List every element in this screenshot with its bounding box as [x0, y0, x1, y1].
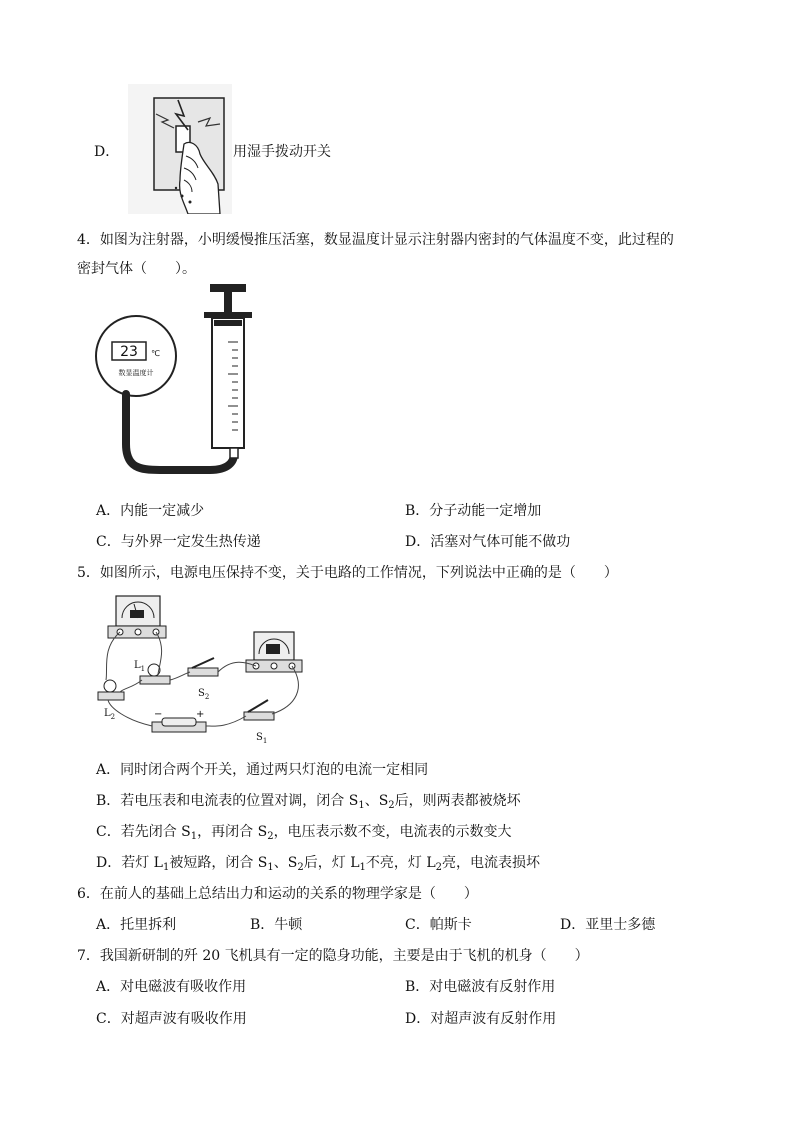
q4-option-b: B．分子动能一定增加: [405, 503, 542, 519]
label-s2: $S_2$: [198, 688, 210, 701]
svg-text:+: +: [196, 709, 205, 720]
q3-option-d-text: 用湿手拨动开关: [233, 144, 331, 160]
q4-stem-line2: 密封气体（ ）。: [77, 261, 196, 277]
q3-option-d-label: D．: [94, 144, 120, 160]
wet-hand-switch-figure: [128, 84, 232, 214]
thermometer-value: 23: [120, 344, 138, 360]
q6-option-d: D．亚里士多德: [560, 917, 656, 933]
q4-option-c: C．与外界一定发生热传递: [96, 534, 261, 550]
q7-option-b: B．对电磁波有反射作用: [405, 979, 556, 995]
q6-option-a: A．托里拆利: [96, 917, 177, 933]
q6-stem: 6．在前人的基础上总结出力和运动的关系的物理学家是（ ）: [77, 886, 478, 902]
syringe-thermometer-figure: [90, 284, 270, 484]
svg-text:−: −: [154, 709, 163, 720]
thermometer-unit: ℃: [151, 349, 160, 358]
circuit-figure: [96, 588, 306, 748]
label-l1: $L_1$: [134, 660, 146, 673]
q4-option-a: A．内能一定减少: [96, 503, 205, 519]
q6-option-b: B．牛顿: [250, 917, 303, 933]
q6-option-c: C．帕斯卡: [405, 917, 472, 933]
q7-option-c: C．对超声波有吸收作用: [96, 1011, 247, 1027]
thermometer-label: 数显温度计: [118, 369, 154, 377]
label-l2: $L_2$: [104, 708, 116, 721]
label-s1: $S_1$: [256, 732, 268, 745]
q7-option-d: D．对超声波有反射作用: [405, 1011, 557, 1027]
q4-stem-line1: 4．如图为注射器，小明缓慢推压活塞，数显温度计显示注射器内密封的气体温度不变，此过程的: [77, 232, 674, 248]
q7-stem: 7．我国新研制的歼 20 飞机具有一定的隐身功能，主要是由于飞机的机身（ ）: [77, 948, 589, 964]
q5-option-a: A．同时闭合两个开关，通过两只灯泡的电流一定相同: [96, 762, 429, 778]
q5-option-d: D．若灯 $L_1$被短路，闭合 $S_1$、$S_2$后，灯 $L_1$不亮，灯 $L_2$亮，电流表损坏: [96, 855, 540, 873]
q7-option-a: A．对电磁波有吸收作用: [96, 979, 247, 995]
q5-option-b: B．若电压表和电流表的位置对调，闭合 $S_1$、$S_2$后，则两表都被烧坏: [96, 793, 521, 811]
q4-option-d: D．活塞对气体可能不做功: [405, 534, 571, 550]
q5-stem: 5．如图所示，电源电压保持不变，关于电路的工作情况，下列说法中正确的是（ ）: [77, 565, 618, 581]
q5-option-c: C．若先闭合 $S_1$，再闭合 $S_2$，电压表示数不变，电流表的示数变大: [96, 824, 512, 842]
